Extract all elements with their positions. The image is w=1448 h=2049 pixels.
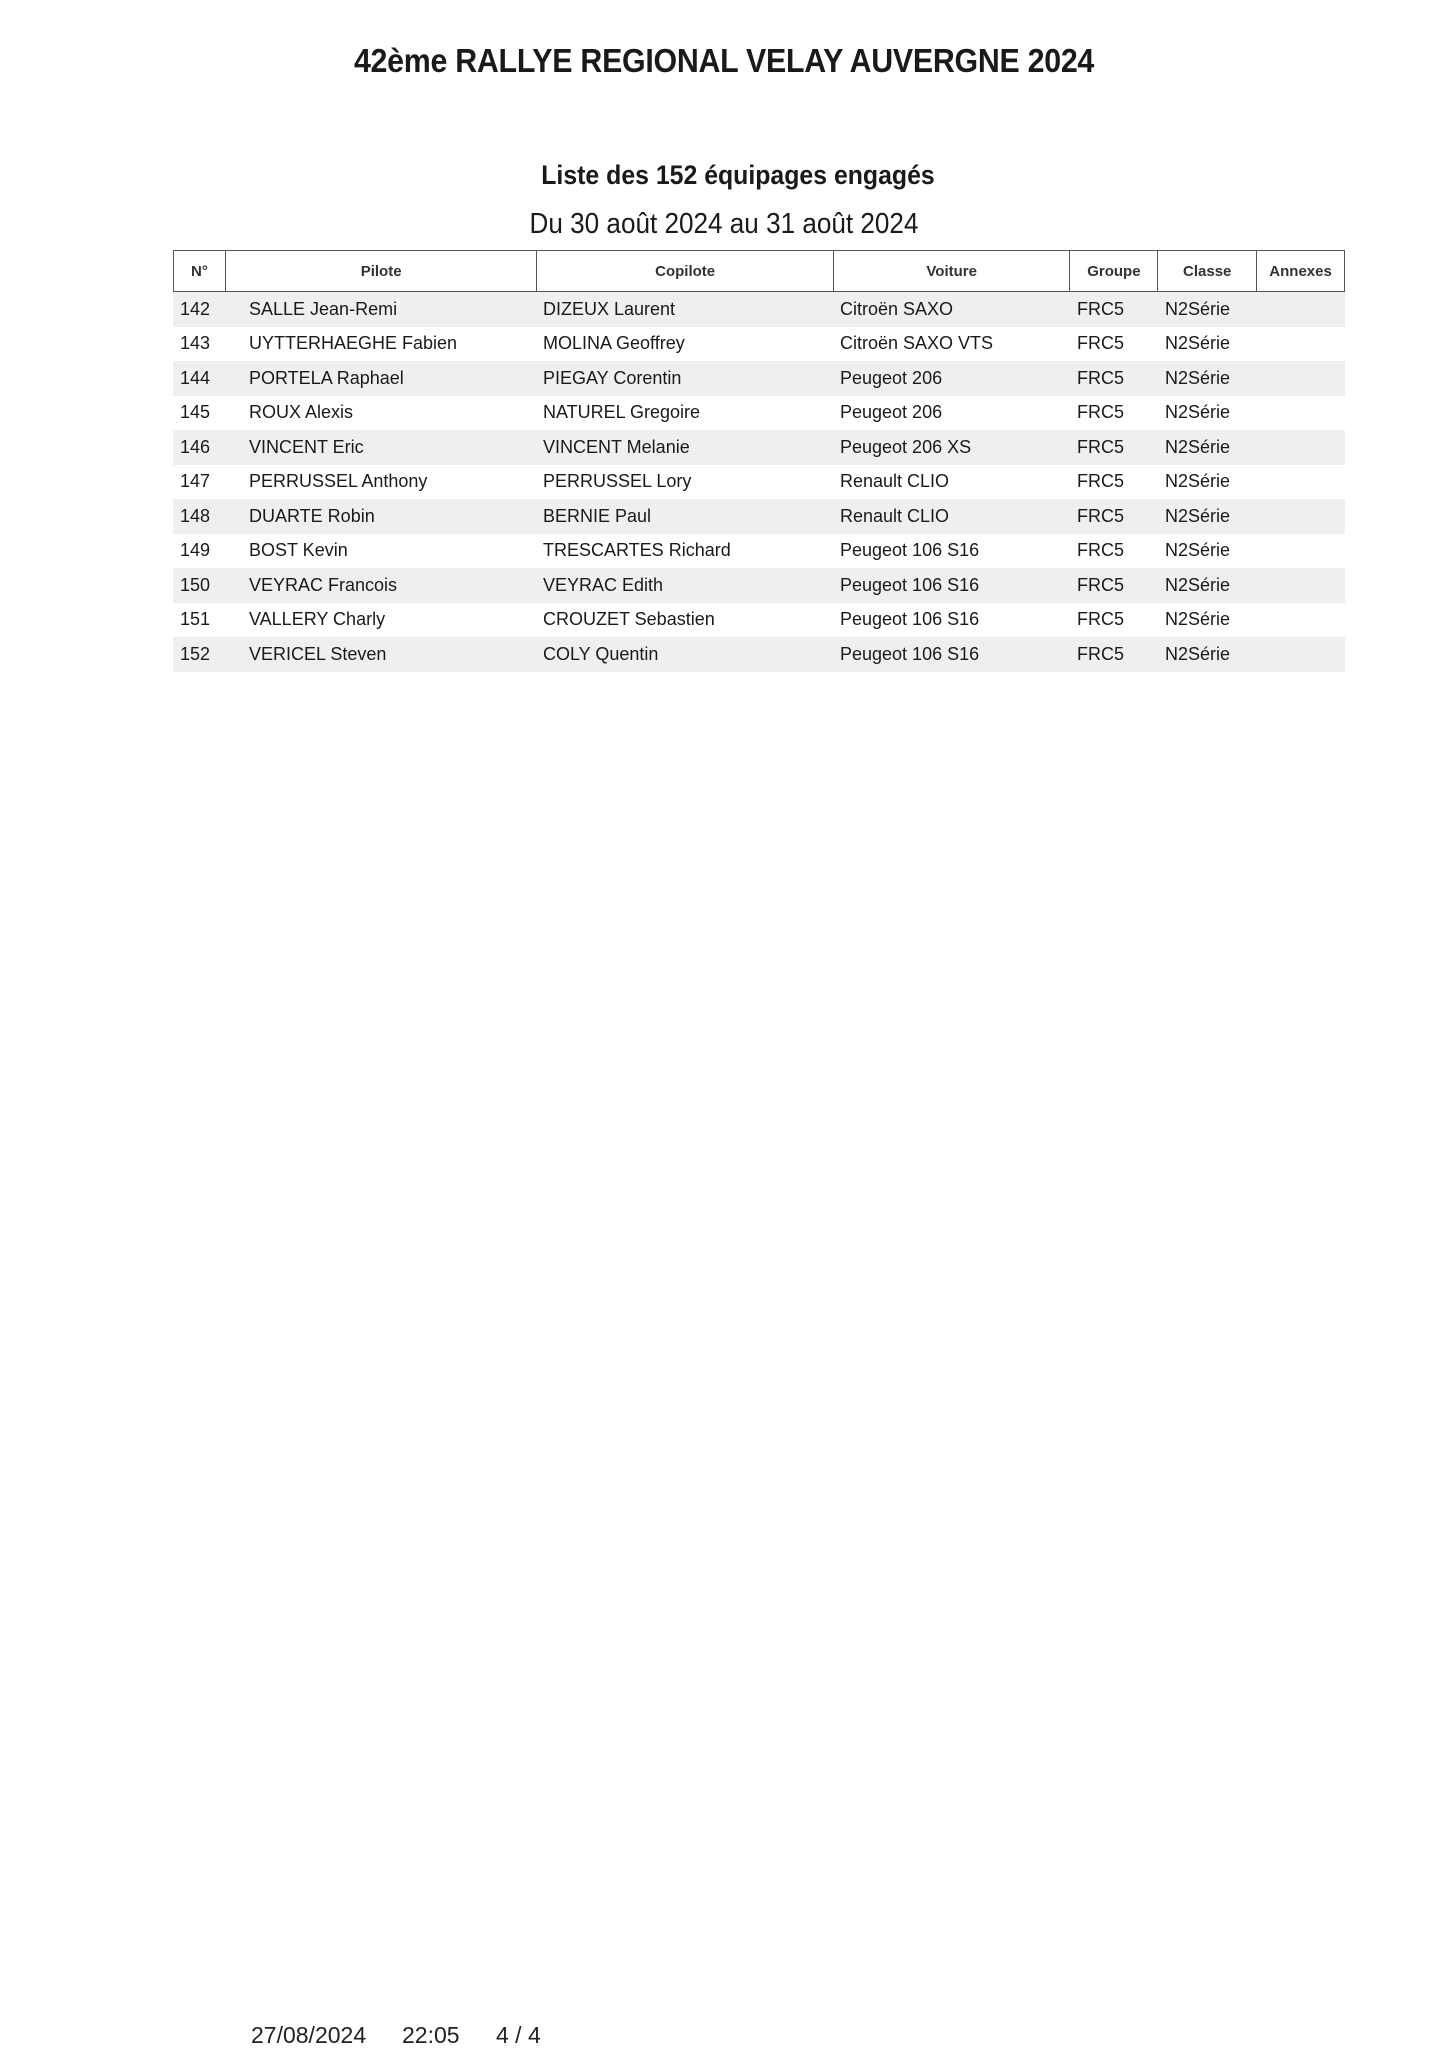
cell-pilote: DUARTE Robin (249, 505, 375, 526)
document-subtitle: Liste des 152 équipages engagés (541, 160, 935, 190)
cell-pilote: VERICEL Steven (249, 643, 387, 664)
cell-copilote: PERRUSSEL Lory (543, 471, 692, 492)
cell-pilote: SALLE Jean-Remi (249, 298, 398, 319)
cell-number: 150 (180, 574, 211, 595)
column-header-voiture: Voiture (834, 251, 1071, 291)
cell-copilote: BERNIE Paul (543, 505, 652, 526)
cell-copilote: COLY Quentin (543, 643, 659, 664)
cell-classe: N2Série (1165, 298, 1231, 319)
cell-classe: N2Série (1165, 540, 1231, 561)
column-header-annexes: Annexes (1269, 262, 1332, 280)
cell-copilote: VINCENT Melanie (543, 436, 690, 457)
cell-pilote: PERRUSSEL Anthony (249, 471, 428, 492)
cell-pilote: PORTELA Raphael (249, 367, 404, 388)
table-body (173, 292, 1345, 672)
cell-groupe: FRC5 (1077, 505, 1125, 526)
cell-classe: N2Série (1165, 436, 1231, 457)
cell-number: 146 (180, 436, 211, 457)
cell-groupe: FRC5 (1077, 367, 1125, 388)
cell-number: 144 (180, 367, 211, 388)
table-row (173, 396, 1345, 431)
cell-voiture: Peugeot 206 (840, 402, 943, 423)
table-row (173, 361, 1345, 396)
cell-classe: N2Série (1165, 643, 1231, 664)
cell-pilote: BOST Kevin (249, 540, 348, 561)
cell-pilote: VALLERY Charly (249, 609, 386, 630)
table-row (173, 637, 1345, 672)
cell-groupe: FRC5 (1077, 471, 1125, 492)
table-header (173, 250, 1345, 292)
cell-copilote: PIEGAY Corentin (543, 367, 682, 388)
cell-number: 151 (180, 609, 211, 630)
cell-number: 149 (180, 540, 211, 561)
cell-groupe: FRC5 (1077, 333, 1125, 354)
footer-page-number: 4 / 4 (496, 2022, 541, 2048)
table-row (173, 465, 1345, 500)
document-title: 42ème RALLYE REGIONAL VELAY AUVERGNE 2024 (353, 42, 1095, 79)
cell-groupe: FRC5 (1077, 574, 1125, 595)
cell-copilote: CROUZET Sebastien (543, 609, 715, 630)
table-row (173, 292, 1345, 327)
table-row (173, 327, 1345, 362)
cell-voiture: Peugeot 206 (840, 367, 943, 388)
column-header-groupe: Groupe (1070, 251, 1158, 291)
table-row (173, 534, 1345, 569)
cell-copilote: VEYRAC Edith (543, 574, 664, 595)
cell-pilote: UYTTERHAEGHE Fabien (249, 333, 458, 354)
cell-groupe: FRC5 (1077, 436, 1125, 457)
cell-classe: N2Série (1165, 505, 1231, 526)
cell-groupe: FRC5 (1077, 643, 1125, 664)
cell-voiture: Peugeot 106 S16 (840, 643, 980, 664)
cell-voiture: Citroën SAXO VTS (840, 333, 994, 354)
cell-copilote: TRESCARTES Richard (543, 540, 731, 561)
cell-copilote: DIZEUX Laurent (543, 298, 676, 319)
footer-time: 22:05 (402, 2022, 460, 2048)
cell-pilote: ROUX Alexis (249, 402, 354, 423)
table-row (173, 430, 1345, 465)
cell-groupe: FRC5 (1077, 298, 1125, 319)
cell-groupe: FRC5 (1077, 402, 1125, 423)
table-row (173, 499, 1345, 534)
footer-date: 27/08/2024 (251, 2022, 367, 2048)
cell-classe: N2Série (1165, 367, 1231, 388)
cell-copilote: NATUREL Gregoire (543, 402, 701, 423)
cell-classe: N2Série (1165, 402, 1231, 423)
cell-classe: N2Série (1165, 609, 1231, 630)
column-header-classe: Classe (1158, 251, 1257, 291)
cell-classe: N2Série (1165, 333, 1231, 354)
cell-number: 142 (180, 298, 211, 319)
cell-pilote: VEYRAC Francois (249, 574, 398, 595)
column-header-pilote: Pilote (226, 251, 537, 291)
table-row (173, 603, 1345, 638)
cell-voiture: Renault CLIO (840, 471, 950, 492)
cell-voiture: Renault CLIO (840, 505, 950, 526)
cell-groupe: FRC5 (1077, 540, 1125, 561)
entries-table (173, 250, 1345, 672)
column-header-copilote: Copilote (537, 251, 834, 291)
table-row (173, 568, 1345, 603)
column-header-number: N° (174, 251, 226, 291)
cell-groupe: FRC5 (1077, 609, 1125, 630)
cell-pilote: VINCENT Eric (249, 436, 364, 457)
cell-voiture: Citroën SAXO (840, 298, 954, 319)
cell-classe: N2Série (1165, 471, 1231, 492)
cell-number: 145 (180, 402, 211, 423)
cell-number: 143 (180, 333, 211, 354)
cell-number: 152 (180, 643, 211, 664)
cell-classe: N2Série (1165, 574, 1231, 595)
cell-voiture: Peugeot 106 S16 (840, 540, 980, 561)
cell-number: 148 (180, 505, 211, 526)
cell-number: 147 (180, 471, 211, 492)
event-dates: Du 30 août 2024 au 31 août 2024 (529, 208, 919, 240)
cell-voiture: Peugeot 106 S16 (840, 609, 980, 630)
cell-copilote: MOLINA Geoffrey (543, 333, 685, 354)
cell-voiture: Peugeot 206 XS (840, 436, 972, 457)
cell-voiture: Peugeot 106 S16 (840, 574, 980, 595)
